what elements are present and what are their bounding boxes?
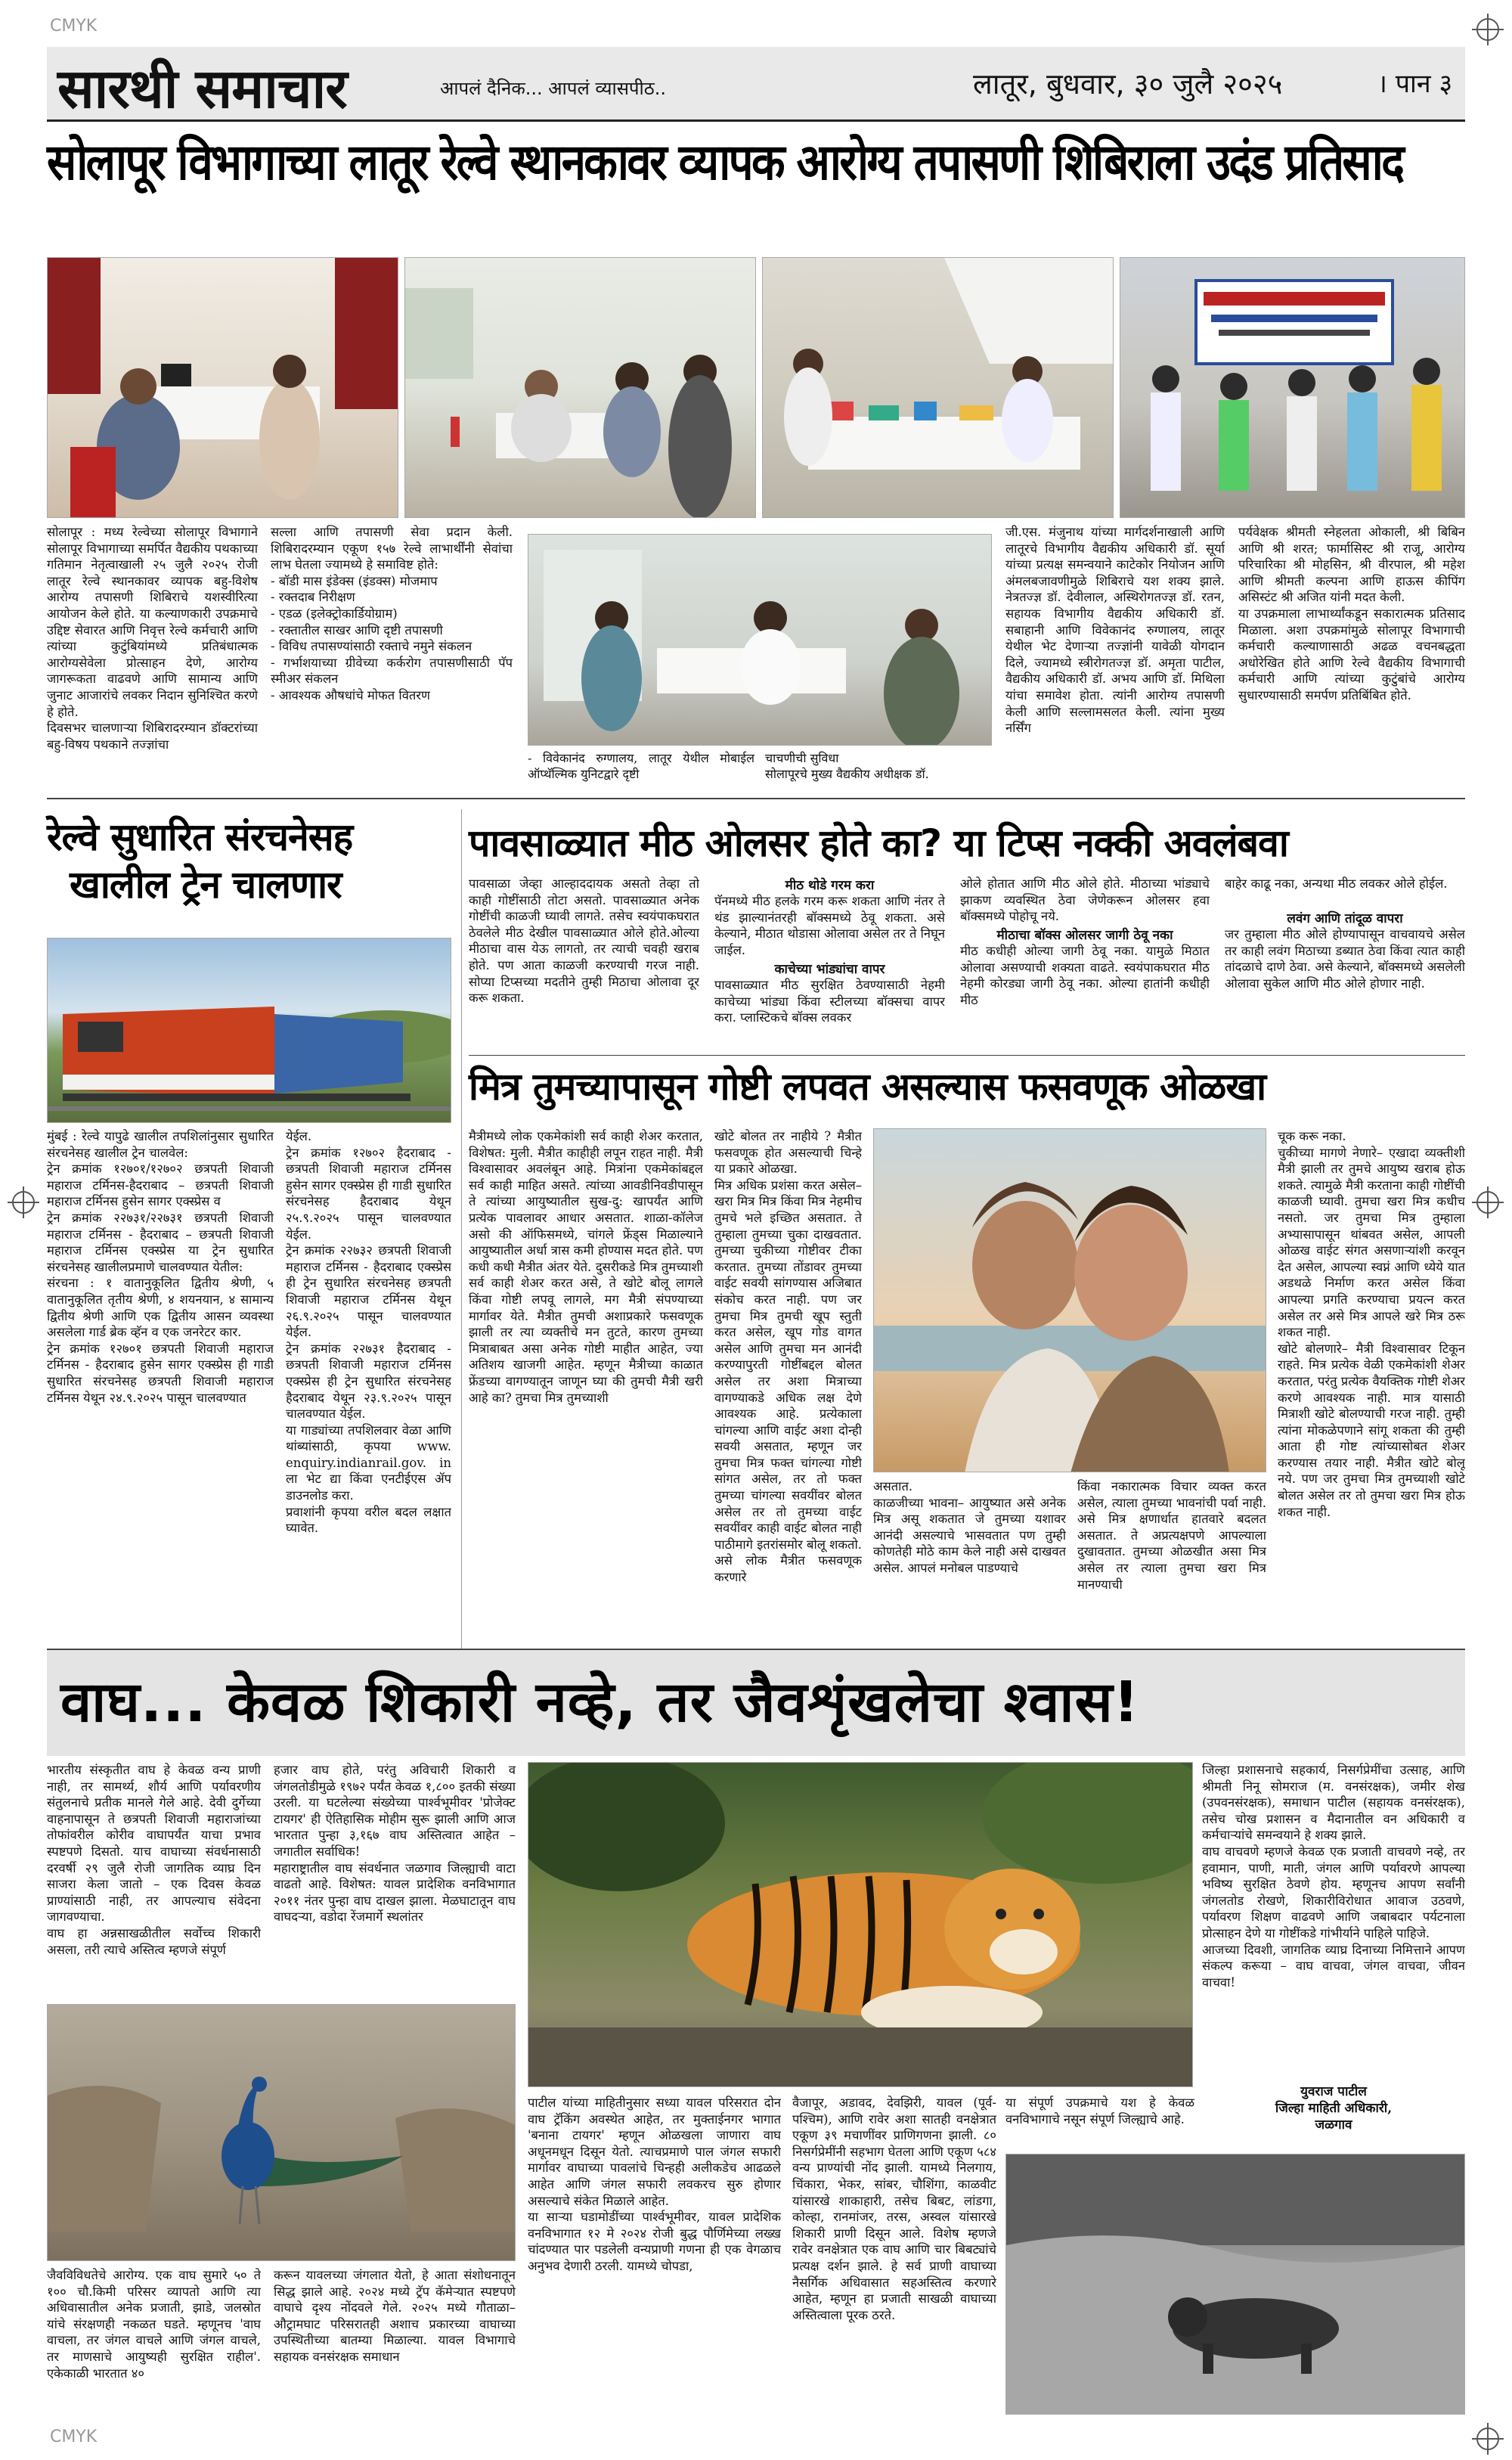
tiger-byline bbox=[1202, 2083, 1465, 2133]
health-camp-text-col2: सल्ला आणि तपासणी सेवा प्रदान केली. शिबिरादरम्यान एकूण १५७ रेल्वे लाभार्थींनी सेवांचा लाभ घेतला ज्यामध्ये हे समाविष्ट होते: - बॉडी मास इंडेक्स (इंडक्स) मोजमाप - रक्तदाब निरीक्षण - एडळ (इलेक्ट्रोकार्डियोग्राम) - रक्तातील साखर आणि दृष्टी तपासणी - विविध तपासण्यांसाठी रक्ताचे नमुने संकलन - गर्भाशयाच्या ग्रीवेच्या कर्करोग तपासणीसाठी पॅप स्मीअर संकलन - आवश्यक औषधांचे मोफत वितरण bbox=[271, 525, 513, 703]
headline-train-line1: रेल्वे सुधारित संरचनेसह bbox=[47, 815, 353, 859]
headline-salt: पावसाळ्यात मीठ ओलसर होते का? या टिप्स नक्की अवलंबवा bbox=[469, 821, 1288, 865]
masthead bbox=[47, 47, 1465, 122]
health-camp-text-col1: सोलापूर : मध्य रेल्वेच्या सोलापूर विभागाने सोलापूर विभागाच्या समर्पित वैद्यकीय पथकाच्या गतिमान नेतृत्वाखाली २५ जुलै २०२५ रोजी लातूर रेल्वे स्थानकावर व्यापक बहु-विशेष आरोग्य तपासणी शिबिराचे यशस्वीरित्या आयोजन केले होते. या कल्याणकारी उपक्रमाचे उद्दिष्ट सेवारत आणि निवृत्त रेल्वे कर्मचारी आणि त्यांच्या कुटुंबियांमध्ये प्रतिबंधात्मक आरोग्यसेवेला प्रोत्साहन देणे, आरोग्य जागरूकता वाढवणे आणि सामान्य आणि जुनाट आजारांचे लवकर निदान सुनिश्चित करणे हे होते. दिवसभर चालणाऱ्या शिबिरादरम्यान डॉक्टरांच्या बहु-विषय पथकाने तज्ज्ञांचा bbox=[47, 525, 258, 752]
byline-name: युवराज पाटील bbox=[1300, 2084, 1367, 2099]
registration-mark-icon bbox=[1476, 18, 1499, 41]
photo-pharmacy-desk bbox=[763, 258, 1114, 518]
photo-locomotive bbox=[48, 938, 451, 1123]
friendship-text-col3: असतात. काळजीच्या भावना– आयुष्यात असे अनेक मित्र असू शकतात जे तुमच्या यशावर आनंदी असल्याचे भासवतात पण तुम्ही कोणतेही मोठे काम केले नाही असे दाखवत असेल. आपलं मनोबल पाडण्याचे bbox=[873, 1479, 1066, 1575]
photo-peacock bbox=[48, 2005, 516, 2261]
tiger-photo bbox=[528, 1762, 1193, 2087]
section-divider bbox=[469, 1055, 1465, 1056]
health-camp-photo-4 bbox=[1120, 257, 1465, 518]
salt-subhead-heat: मीठ थोडे गरम करा bbox=[785, 878, 875, 893]
salt-subhead-clove-rice: लवंग आणि तांदूळ वापरा bbox=[1287, 911, 1403, 926]
tiger-trap-camera-photo bbox=[1005, 2154, 1465, 2415]
friendship-text-col1: मैत्रीमध्ये लोक एकमेकांशी सर्व काही शेअर करतात, विशेषत: मुली. मैत्रीत काहीही लपून राहत नाही. मैत्री विश्वासावर अवलंबून आहे. मित्रांना एकमेकांबद्दल सर्व काही माहित असते. त्यांच्या आवडीनिवडीपासून ते त्यांच्या आयुष्यातील सुख-दु: खापर्यंत आणि प्रत्येक पावलावर आधार असतात. शाळा-कॉलेज असो की ऑफिसमध्ये, चांगले फ्रेंड्स मिळाल्याने आयुष्यातील अर्धा त्रास कमी होण्यास मदत होते. पण कधी कधी मैत्रीत अंतर येते. दुसरीकडे मित्र तुमच्याशी सर्व काही शेअर करत असे, ते खोटे बोलू लागले किंवा गोष्टी लपवू लागले, मग मैत्री संपण्याच्या मार्गावर येते. मैत्रीत तुमची अशाप्रकारे फसवणूक झाली तर त्या व्यक्तीचे मन तुटते, कारण तुमच्या मित्राबाबत असा अनेक गोष्टी माहीत आहेत, ज्या अतिशय खाजगी आहेत. म्हणून मैत्रीच्या काळात फ्रेंडच्या वागण्यातून जाणून घ्या की तुमची मैत्री खरी आहे का? तुमचा मित्र तुमच्याशी bbox=[469, 1129, 703, 1405]
tagline: आपलं दैनिक... आपलं व्यासपीठ.. bbox=[440, 78, 666, 99]
registration-mark-icon bbox=[12, 1191, 35, 1214]
place-date: लातूर, बुधवार, ३० जुलै २०२५ bbox=[973, 67, 1283, 101]
tiger-text-col4: वैजापूर, अडावद, देवझिरी, यावल (पूर्व-पश्चिम), आणि रावेर अशा सातही वनक्षेत्रात एकूण ३९ मचाणींवर प्राणिगणना झाली. ८० निसर्गप्रेमींनी सहभाग घेतला आणि एकूण ५८४ वन्य प्राण्यांची नोंद झाली. यामध्ये निलगाय, चिंकारा, भेकर, सांबर, चौशिंगा, काळवीट यांसारखे शाकाहारी, तसेच बिबट, लांडगा, कोल्हा, रानमांजर, तरस, अस्वल यांसारखे शिकारी प्राणी दिसून आले. विशेष म्हणजे रावेर वनक्षेत्रात एक वाघ आणि चार बिबट्यांचे प्रत्यक्ष दर्शन झाले. हे सर्व प्राणी वाघाच्या नैसर्गिक अधिवासात सहअस्तित्व करणारे आहेत, म्हणून हा प्रजाती साखळी वाघाच्या अस्तित्वाला पूरक ठरते. bbox=[792, 2095, 996, 2322]
headline-train-line2: खालील ट्रेन चालणार bbox=[70, 863, 342, 907]
salt-text-heat: पॅनमध्ये मीठ हलके गरम करू शकता आणि नंतर ते थंड झाल्यानंतरही बॉक्समध्ये ठेवू शकता. असे केल्याने, मीठात थोडासा ओलावा असेल तर ते निघून जाईल. bbox=[714, 894, 945, 957]
tiger-text-col4-top: या संपूर्ण उपक्रमाचे यश हे केवळ वनविभागाचे नसून संपूर्ण जिल्ह्याचे आहे. bbox=[1005, 2095, 1194, 2127]
salt-text-col4 bbox=[1225, 876, 1465, 1050]
salt-text-hands: बाहेर काढू नका, अन्यथा मीठ लवकर ओले होईल. bbox=[1225, 876, 1448, 891]
health-camp-caption: - विवेकानंद रुग्णालय, लातूर येथील मोबाईल ऑप्थॅल्मिक युनिटद्वारे दृष्टी bbox=[528, 751, 754, 781]
friendship-text-col4: किंवा नकारात्मक विचार व्यक्त करत असेल, त्याला तुमच्या भावनांची पर्वा नाही. असे मित्र क्षणार्धात हातवारे बदलत असतात. ते अप्रत्यक्षपणे आपल्याला दुखावतात. तुमच्या ओळखीत असा मित्र असेल तर त्याला तुमचा खरा मित्र मानण्याची bbox=[1077, 1479, 1266, 1592]
friendship-text-col5: चूक करू नका. चुकीच्या मागणे नेणारे– एखादा व्यक्तीशी मैत्री झाली तर तुमचे आयुष्य खराब होऊ शकते. त्यामुळे मैत्री करताना काही गोष्टींची काळजी घ्यावी. तुमचा खरा मित्र कधीच नसतो. जर तुमचा मित्र तुम्हाला अभ्यासापासून थांबवत असेल, आपली ओळख वाईट संगत असणार्‍यांशी करवून देत असेल, आपल्या स्वप्नं आणि ध्येये यात अडथळे निर्माण करत असेल किंवा आपल्या प्रगति करण्याचा प्रयत्न करत असेल तर असे मित्र आपले खरे मित्र ठरू शकत नाही. खोटे बोलणारे– मैत्री विश्वासावर टिकून राहते. मित्र प्रत्येक वेळी एकमेकांशी शेअर करतात, परंतु प्रत्येक वैयक्तिक गोष्टी शेअर करणे आवश्यक नाही. मात्र यासाठी मित्राशी खोटे बोलण्याची गरज नाही. तुम्ही त्यांना मोकळेपणाने सांगू शकता की तुम्ही आता ही गोष्ट त्यांच्यासोबत शेअर करण्यास तयार नाही. मैत्रीत खोटे बोलू नये. पण जर तुमचा मित्र तुमच्याशी खोटे बोलत असेल तर तो तुमचा खरा मित्र होऊ शकत नाही. bbox=[1278, 1129, 1465, 1519]
health-camp-photo-3 bbox=[762, 257, 1114, 518]
friendship-photo bbox=[873, 1128, 1266, 1472]
train-photo bbox=[47, 938, 451, 1123]
registration-mark-icon bbox=[1476, 2427, 1499, 2450]
headline-health-camp: सोलापूर विभागाच्या लातूर रेल्वे स्थानकावर व्यापक आरोग्य तपासणी शिबिराला उदंड प्रतिसाद bbox=[47, 133, 1403, 191]
health-camp-photo-5 bbox=[528, 534, 992, 746]
tiger-text-col2: हजार वाघ होते, परंतु अविचारी शिकारी व जंगलतोडीमुळे १९७२ पर्यंत केवळ १,८०० इतकी संख्या उरली. या घटलेल्या संख्येच्या पार्श्वभूमीवर 'प्रोजेक्ट टायगर' ही ऐतिहासिक मोहीम सुरू झाली आणि आज भारतात पुन्हा ३,१६७ वाघ अस्तित्वात आहेत – जगातील सर्वाधिक! महाराष्ट्रातील वाघ संवर्धनात जळगाव जिल्ह्याची वाटा वाढतो आहे. विशेषत: यावल प्रादेशिक वनविभागात २०११ नंतर पुन्हा वाघ दाखल झाला. मेळघाटातून वाघ वाघदऱ्या, वडोदा रेंजमार्गे स्थलांतर bbox=[274, 1763, 516, 1925]
registration-mark-icon bbox=[1476, 1191, 1499, 1214]
salt-text-glass: पावसाळ्यात मीठ सुरक्षित ठेवण्यासाठी नेहमी काचेच्या भांड्या किंवा स्टीलच्या बॉक्सचा वापर करा. प्लास्टिकचे बॉक्स लवकर bbox=[714, 978, 945, 1025]
section-divider bbox=[47, 798, 1465, 799]
friendship-text-col2: खोटे बोलत तर नाहीये ? मैत्रीत फसवणूक होत असल्याची चिन्हे या प्रकारे ओळखा. मित्र अधिक प्रशंसा करत असेल– खरा मित्र मित्र किंवा मित्र नेहमीच तुमचे भले इच्छित असतात. ते तुम्हाला तुमच्या चुका दाखवतात. तुमच्या चुकीच्या गोष्टीवर टीका करतात. तुमच्या तोंडावर तुमच्या वाईट सवयी सांगण्यास अजिबात संकोच करत नाही. पण जर तुमचा मित्र तुमची खूप स्तुती करत असेल, खूप गोड वागत असेल आणि तुमचा मन आनंदी करण्यापुरती गोष्टींबद्दल बोलत असेल तर अशा मित्राच्या वागण्याकडे अधिक लक्ष देणे आवश्यक आहे. प्रत्येकाला चांगल्या आणि वाईट अशा दोन्ही सवयी असतात, म्हणून जर तुमचा मित्र फक्त चांगल्या गोष्टी सांगत असेल, तर तो फक्त तुमच्या चांगल्या सवयींवर बोलत असेल तर तो तुमच्या वाईट सवयींवर काही वाईट बोलत नाही पाठीमागे इतरांसमोर बोलू शकतो. असे लोक मैत्रीत फसवणूक करणारे bbox=[714, 1129, 862, 1585]
salt-text-col1: पावसाळा जेव्हा आल्हाददायक असतो तेव्हा तो काही गोष्टींसाठी तोटा असतो. पावसाळ्यात अनेक गोष्टींची काळजी घ्यावी लागते. तसेच स्वयंपाकघरात ठेवलेले मीठ देखील पावसाळ्यात ओले होते.ओल्या मीठाचा वास येऊ लागतो, तर त्याची चवही खराब होते. पण आता काळजी करण्याची गरज नाही. सोप्या टिप्सच्या मदतीने तुम्ही मिठाचा ओलावा दूर करू शकता. bbox=[469, 876, 699, 1006]
byline-role: जिल्हा माहिती अधिकारी, bbox=[1275, 2101, 1393, 2116]
page-number: । पान ३ bbox=[1377, 69, 1453, 99]
headline-tiger: वाघ... केवळ शिकारी नव्हे, तर जैवशृंखलेचा श्वास! bbox=[60, 1670, 1140, 1735]
photo-consultation bbox=[405, 258, 756, 518]
tiger-headline-band bbox=[47, 1649, 1465, 1756]
headline-friendship: मित्र तुमच्यापासून गोष्टी लपवत असल्यास फसवणूक ओळखा bbox=[469, 1065, 1266, 1109]
photo-eye-checkup bbox=[528, 535, 992, 746]
train-text-col1: मुंबई : रेल्वे यापुढे खालील तपशिलांनुसार सुधारित संरचनेसह खालील ट्रेन चालवेल: ट्रेन क्रमांक १२७०१/१२७०२ छत्रपती शिवाजी महाराज टर्मिनस-हैदराबाद – छत्रपती शिवाजी महाराज टर्मिनस हुसेन सागर एक्स्प्रेस व ट्रेन क्रमांक २२७३१/२२७३१ छत्रपती शिवाजी महाराज टर्मिनस - हैदराबाद – छत्रपती शिवाजी महाराज टर्मिनस एक्स्प्रेस या ट्रेन सुधारित संरचनेसह खालीलप्रमाणे चालवण्यात येतील: संरचना : १ वातानुकूलित द्वितीय श्रेणी, ५ वातानुकूलित तृतीय श्रेणी, ४ शयनयान, ४ सामान्य द्वितीय श्रेणी आणि एक द्वितीय आसन व्यवस्था असलेला गार्ड ब्रेक व्हॅन व एक जनरेटर कार. ट्रेन क्रमांक १२७०१ छत्रपती शिवाजी महाराज टर्मिनस - हैदराबाद हुसेन सागर एक्स्प्रेस ही गाडी सुधारित संरचनेसह छत्रपती शिवाजी महाराज टर्मिनस येथून २४.९.२०२५ पासून चालवण्यात bbox=[47, 1129, 274, 1405]
peacock-photo bbox=[47, 2004, 516, 2261]
byline-place: जळगाव bbox=[1315, 2117, 1352, 2133]
photo-two-friends bbox=[874, 1129, 1266, 1472]
photo-doctor-desk bbox=[48, 258, 398, 518]
print-mark-bottom: CMYK bbox=[50, 2427, 98, 2446]
photo-trap-camera bbox=[1006, 2154, 1465, 2415]
salt-subhead-glass: काचेच्या भांड्यांचा वापर bbox=[774, 962, 885, 977]
salt-subhead-dry-place: मीठाचा बॉक्स ओलसर जागी ठेवू नका bbox=[996, 928, 1173, 943]
health-camp-photo-1 bbox=[47, 257, 398, 518]
health-camp-text-col4: चाचणीची सुविधा सोलापूरचे मुख्य वैद्यकीय अधीक्षक डॉ. bbox=[765, 751, 929, 781]
photo-tiger bbox=[528, 1763, 1193, 2087]
column-divider bbox=[461, 809, 462, 1649]
tiger-text-col5: जिल्हा प्रशासनाचे सहकार्य, निसर्गप्रेमींचा उत्साह, आणि श्रीमती निनू सोमराज (म. वनसंरक्षक), जमीर शेख (उपवनसंरक्षक), समाधान पाटील (सहायक वनसंरक्षक), तसेच चोख प्रशासन व मैदानातील वन अधिकारी व कर्मचाऱ्यांचे समन्वयाने हे शक्य झाले. वाघ वाचवणे म्हणजे केवळ एक प्रजाती वाचवणे नव्हे, तर हवामान, पाणी, माती, जंगल आणि पर्यावरणे आपल्या भविष्य सुरक्षित ठेवणे होय. म्हणूनच आपण सर्वांनी जंगलतोड रोखणे, शिकारीविरोधात आवाज उठवणे, पर्यावरण शिक्षण वाढवणे आणि जबाबदार पर्यटनाला प्रोत्साहन देणे या गोष्टींकडे गांभीर्याने पाहिले पाहिजे. आजच्या दिवशी, जागतिक व्याघ्र दिनाच्या निमित्ताने आपण संकल्प करूया – वाघ वाचवा, जंगल वाचवा, जीवन वाचवा! bbox=[1202, 1763, 1465, 1990]
train-text-col2: येईल. ट्रेन क्रमांक १२७०२ हैदराबाद - छत्रपती शिवाजी महाराज टर्मिनस हुसेन सागर एक्स्प्रेस ही गाडी सुधारित संरचनेसह हैदराबाद येथून २५.९.२०२५ पासून चालवण्यात येईल. ट्रेन क्रमांक २२७३२ छत्रपती शिवाजी महाराज टर्मिनस - हैदराबाद एक्स्प्रेस ही ट्रेन सुधारित संरचनेसह छत्रपती शिवाजी महाराज टर्मिनस येथून २६.९.२०२५ पासून चालवण्यात येईल. ट्रेन क्रमांक २२७३१ हैदराबाद - छत्रपती शिवाजी महाराज टर्मिनस एक्स्प्रेस ही ट्रेन सुधारित संरचनेसह हैदराबाद येथून २३.९.२०२५ पासून चालवण्यात येईल. या गाड्यांच्या तपशिलवार वेळा आणि थांब्यांसाठी, कृपया www. enquiry.indianrail.gov. in ला भेट द्या किंवा एनटीईएस ॲप डाउनलोड करा. प्रवाशांनी कृपया वरील बदल लक्षात घ्यावेत. bbox=[286, 1129, 451, 1536]
tiger-text-col2b: करून यावलच्या जंगलात येतो, हे आता संशोधनातून सिद्ध झाले आहे. २०२४ मध्ये ट्रॅप कॅमेऱ्यात स्पष्टपणे वाघाचे दृश्य नोंदवले गेले. २०२५ मध्ये गौताळा–औट्रामघाट परिसरातही अशाच प्रकारच्या वाघाच्या उपस्थितीच्या बातम्या मिळाल्या. यावल विभागाचे सहायक वनसंरक्षक समाधान bbox=[274, 2268, 516, 2364]
salt-text-col3 bbox=[960, 876, 1210, 1050]
print-mark-top: CMYK bbox=[50, 17, 98, 36]
newspaper-title: सारथी समाचार bbox=[57, 56, 347, 120]
health-camp-text-col5: जी.एस. मंजुनाथ यांच्या मार्गदर्शनाखाली आणि लातूरचे विभागीय वैद्यकीय अधिकारी डॉ. सूर्या यांच्या प्रत्यक्ष समन्वयाने काटेकोर नियोजन आणि अंमलबजावणीमुळे शिबिराचे यश शक्य झाले. नेत्रतज्ज्ञ डॉ. देवीलाल, अस्थिरोगतज्ज्ञ डॉ. रतन, सहायक विभागीय वैद्यकीय अधिकारी डॉ. सबाहानी आणि विवेकानंद रुग्णालय, लातूर येथील भेट देणाऱ्या तज्ज्ञांनी यावेळी योगदान दिले, ज्यामध्ये स्त्रीरोगतज्ज्ञ डॉ. अमृता पाटील, वैद्यकीय अधिकारी डॉ. अभय आणि डॉ. मिथिला यांचा समावेश होता. त्यांनी आरोग्य तपासणी केली आणि सल्लामसलत केली. त्यांना मुख्य नर्सिंग bbox=[1005, 525, 1225, 736]
salt-text-lid: ओले होतात आणि मीठ ओले होते. मीठाच्या भांड्याचे झाकण व्यवस्थित ठेवा जेणेकरून ओलसर हवा बॉक्समध्ये पोहोचू नये. bbox=[960, 876, 1210, 924]
tiger-text-col1: भारतीय संस्कृतीत वाघ हे केवळ वन्य प्राणी नाही, तर सामर्थ्य, शौर्य आणि पर्यावरणीय संतुलनाचे प्रतीक मानले गेले आहे. देवी दुर्गेच्या वाहनापासून ते छत्रपती शिवाजी महाराजांच्या तोफांवरील कोरीव वाघापर्यंत याचा प्रभाव स्पष्टपणे दिसतो. याच वाघाच्या संवर्धनासाठी दरवर्षी २९ जुलै रोजी जागतिक व्याघ्र दिन साजरा केला जातो – एक दिवस केवळ प्राण्यांसाठी नाही, तर आपल्याच संवेदना जागवण्याचा. वाघ हा अन्नसाखळीतील सर्वोच्च शिकारी असला, तरी त्याचे अस्तित्व म्हणजे संपूर्ण bbox=[47, 1763, 261, 1957]
tiger-text-col1b: जैवविविधतेचे आरोग्य. एक वाघ सुमारे ५० ते १०० चौ.किमी परिसर व्यापतो आणि त्या अधिवासातील अनेक प्रजाती, झाडे, जलस्रोत यांचे संरक्षणही नकळत घडते. म्हणूनच 'वाघ वाचला, तर जंगल वाचले आणि जंगल वाचले, तर माणसाचे आयुष्यही सुरक्षित राहील'. एकेकाळी भारतात ४० bbox=[47, 2268, 261, 2381]
salt-text-dry-place: मीठ कधीही ओल्या जागी ठेवू नका. यामुळे मिठात ओलावा असण्याची शक्यता वाढते. स्वयंपाकघरात मीठ नेहमी कोरड्या जागी ठेवू नका. ओल्या हातांनी कधीही मीठ bbox=[960, 944, 1210, 1007]
salt-text-col2 bbox=[714, 876, 945, 1050]
health-camp-text-col6: पर्यवेक्षक श्रीमती स्नेहलता ओकाली, श्री बिबिन आणि श्री शरत; फार्मासिस्ट श्री राजू, आरोग्य परिचारिका श्री मोहसिन, श्री वीरपाल, श्री महेश आणि श्रीमती कल्पना आणि हाऊस कीपिंग असिस्टंट श्री अजित यांनी मदत केली. या उपक्रमाला लाभार्थ्यांकडून सकारात्मक प्रतिसाद मिळाला. अशा उपक्रमांमुळे सोलापूर विभागाची कर्मचारी कल्याणासाठी अढळ वचनबद्धता अधोरेखित होते आणि रेल्वे वैद्यकीय विभागाची कर्मचारी आणि त्यांच्या कुटुंबांचे आरोग्य सुधारण्यासाठी समर्पण प्रतिबिंबित होते. bbox=[1238, 525, 1465, 703]
health-camp-photo-2 bbox=[404, 257, 756, 518]
tiger-text-col3: पाटील यांच्या माहितीनुसार सध्या यावल परिसरात दोन वाघ ट्रॅकिंग अवस्थेत आहेत, तर मुक्ताईनगर भागात 'बनाना टायगर' म्हणून ओळखला जाणारा वाघ अधूनमधून दिसून येतो. त्याचप्रमाणे पाल जंगल सफारी मार्गावर वाघाच्या पावलांचे चिन्हही अलीकडेच आढळले आहेत आणि जंगल सफारी लवकरच सुरु होणार असल्याचे संकेत मिळाले आहेत. या साऱ्या घडामोडींच्या पार्श्वभूमीवर, यावल प्रादेशिक वनविभागात १२ मे २०२४ रोजी बुद्ध पौर्णिमेच्या लख्ख चांदण्यात पार पडलेली वन्यप्राणी गणना ही एक वेगळाच अनुभव देणारी ठरली. यामध्ये चोपडा, bbox=[528, 2095, 781, 2273]
salt-text-clove-rice: जर तुम्हाला मीठ ओले होण्यापासून वाचवायचे असेल तर काही लवंग मिठाच्या डब्यात ठेवा किंवा त्यात काही तांदळाचे दाणे ठेवा. असे केल्याने, बॉक्समध्ये असलेली ओलावा सुकेल आणि मीठ ओले होणार नाही. bbox=[1225, 927, 1465, 991]
photo-camp-banner-group bbox=[1120, 258, 1465, 518]
